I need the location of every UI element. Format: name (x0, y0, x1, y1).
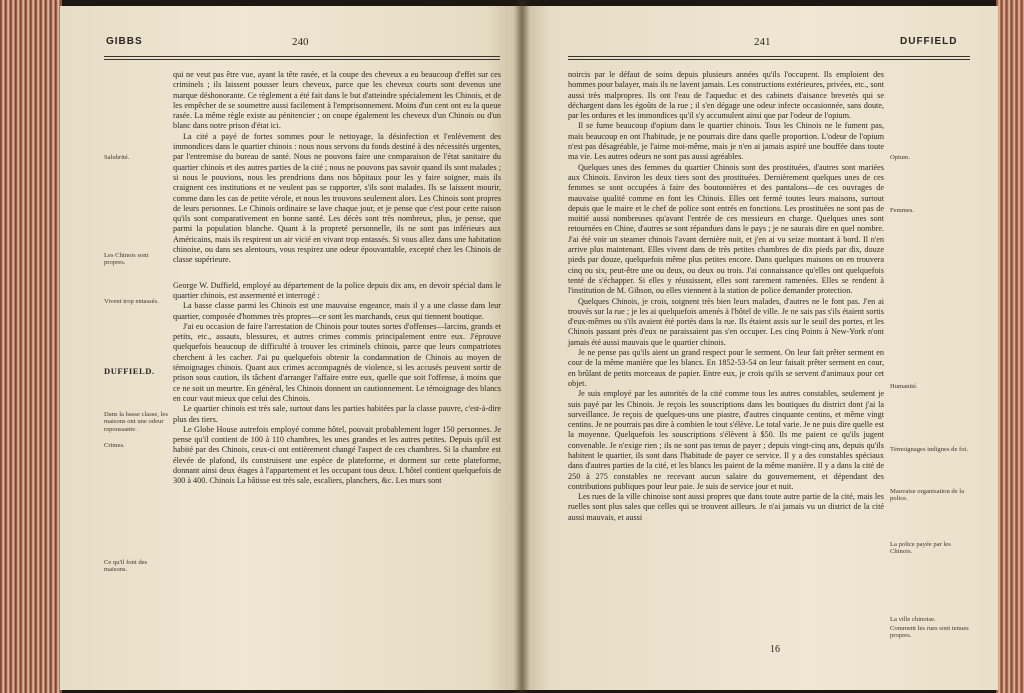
left-page-text (173, 70, 501, 487)
paragraph: Je ne pense pas qu'ils aient un grand respect pour le serment. On leur fait prêter serment en cour de la même manière que les blancs. En 1852-53-54 on leur faisait prêter serment en cour, en brûlant de petits morceaux de papier. Entre eux, je crois qu'ils se servent d'animaux pour cet objet. (568, 348, 884, 388)
paragraph: J'ai eu occasion de faire l'arrestation de Chinois pour toutes sortes d'offenses—larcins, grands et petits, etc., assauts, blessures, et autres crimes commis principalement entre eux. J'éprouve quelquefois beaucoup de difficulté à trouver les criminels chinois, parce que leurs compatriotes cherchent à les cacher. J'ai pu quelquefois obtenir la condamnation de Chinois au moyen de témoignages chinois. Quant aux crimes accompagnés de violence, si les accusés peuvent sortir de prison sous caution, ils tâchent d'arranger l'affaire entre eux, quelle que soit l'offense, à moins que ce ne soit un meurtre. En général, les Chinois donnent un cautionnement. Le témoignage des blancs en cour vaut mieux que celui des Chinois. (173, 321, 501, 403)
paragraph: qui ne veut pas être vue, ayant la tête rasée, et la coupe des cheveux a eu beaucoup d'effet sur ces criminels ; ils laissent pousser leurs cheveux, parce que les cheveux courts sont devenus une marque déshonorante. Ce règlement a été fait dans le but d'atteindre spécialement les Chinois, et de les empêcher de se soumettre aussi facilement à l'emprisonnement. Moins d'un cent ont eu la queue rasée. La même règle existe au pénitencier ; on coupe également les cheveux d'un Chinois ou d'un blanc dans notre prison d'état ici. (173, 70, 501, 131)
margin-note: Témoignages indignes de foi. (890, 446, 969, 453)
speaker-name: DUFFIELD. (104, 366, 155, 376)
paragraph: Il se fume beaucoup d'opium dans le quartier chinois. Tous les Chinois ne le fument pas, mais beaucoup en ont l'habitude, je ne pourrais dire dans quelle proportion. L'odeur de l'opium n'est pas désagréable, je l'aime moi-même, mais je n'en ai jamais aspiré une bouffée dans toute ma vie. Les autres odeurs ne sont pas aussi agréables. (568, 121, 884, 162)
margin-note: Comment les rues sont tenues propres. (890, 625, 969, 640)
left-page (60, 6, 522, 690)
right-page (522, 6, 998, 690)
margin-note: Humanité. (890, 383, 918, 390)
page-number: 240 (292, 36, 309, 48)
margin-note: Ce qu'il font des maisons. (104, 559, 148, 574)
page-edges-left (0, 0, 62, 693)
margin-note: Vivent trop entassés. (104, 298, 159, 305)
paragraph: La basse classe parmi les Chinois est une mauvaise engeance, mais il y a une classe dans leur quartier, composée d'hommes très propres—ce sont les marchands, ceux qui tiennent boutique. (173, 301, 501, 321)
book-gutter (514, 0, 530, 693)
margin-note: Salubrité. (104, 154, 130, 161)
header-rule (104, 56, 500, 60)
running-head: GIBBS (106, 36, 143, 47)
paragraph: Le quartier chinois est très sale, surtout dans les parties habitées par la classe pauvre, c'est-à-dire plus des tiers. (173, 404, 501, 424)
paragraph: noircis par le défaut de soins depuis plusieurs années qu'ils l'occupent. Ils emploient des hommes pour balayer, mais ils ne lavent jamais. Les constructions extérieures, privées, etc., sont aussi très malpropres. Ils ont l'eau de l'aqueduc et des cabinets d'aisance brevetés qui se déchargent dans les égoûts de la rue ; il s'en dégage une odeur infecte occasionnée, sans doute, par les ordures et les immondices qu'il s'y accumulent ainsi que par l'odeur de l'opium. (568, 70, 884, 121)
margin-note: Les Chinois sont propres. (104, 252, 149, 267)
margin-note: Femmes. (890, 207, 914, 214)
paragraph: George W. Duffield, employé au département de la police depuis dix ans, en devoir spécial dans le quartier chinois, est assermenté et interrogé : (173, 280, 501, 300)
paragraph: La cité a payé de fortes sommes pour le nettoyage, la désinfection et l'enlèvement des immondices dans le quartier chinois : nous nous servons du fonds destiné à des nécessités urgentes, par l'entremise du bureau de santé. Nous ne pouvons faire une comparaison de l'état sanitaire du quartier chinois et des autres parties de la cité ; nous ne pouvons pas savoir quand ils sont malades ; si nous le pouvions, nous les prendrions dans nos hôpitaux pour les y faire soigner, mais ils craignent ces institutions et ne veulent pas se rapporter, s'ils sont malades. Ils se laissent mourir, comme dans les cas de petite vérole, et nous les trouvons seulement alors. Les Chinois sont propres de leurs personnes. Le Chinois ordinaire se lave chaque jour, et je pense que c'est pour cette raison qu'ils sont comparativement en bonne santé. Les décès sont très nombreux, plus, je pense, que parmi la population blanche. Quant à la propreté personnelle, ils ne sont pas inférieurs aux Américains, mais ils respirent un air vicié en vivant trop entassés. Si vous allez dans une habitation chinoise, ou dans ses alentours, vous respirez une odeur épouvantable, excepté chez les Chinois de classe supérieure. (173, 131, 501, 265)
right-page-text (568, 70, 884, 523)
paragraph: Je suis employé par les autorités de la cité comme tous les autres constables, seulement je suis payé par les Chinois. Je reçois les souscriptions dans les boutiques du district dont j'ai la surveillance. Je reçois de quelques-uns une piastre, d'autres cinquante centins, et même vingt centins. Je ne pourrais pas dire à combien le tout s'élève. Le total varie. Je ne puis dire quelle est la moyenne. Quelquefois les souscriptions s'élèvent à $50. Ils me paient ce qu'ils jugent convenable. Je n'exige rien ; ils ne sont pas tenus de payer ; depuis vingt-cinq ans, depuis qu'ils habitent le quartier, ils sont dans l'habitude de payer ce service. Il y a des constables spéciaux dans d'autres parties de la cité, et les blancs les paient de la même manière. Il y a dans la cité de 250 à 275 constables ne recevant aucun salaire du gouvernement, et dépendant des contributions publiques pour leur paie. Je suis de service jour et nuit. (568, 389, 884, 491)
margin-note: La ville chinoise. (890, 616, 936, 623)
paragraph: Quelques unes des femmes du quartier Chinois sont des prostituées, d'autres sont mariées aux Chinois. Environ les deux tiers sont des prostituées. Dernièrement quelques unes de ces femmes se sont occupées à faire des boutonnières et des pantalons—de ces ouvrages de mauvaise qualité comme en font les Chinois. Elles ont fermé toutes leurs maisons, surtout depuis que le maire et le chef de police sont entrés en fonctions. Les prostituées ne sont pas de moitié aussi nombreuses qu'avant l'entrée de ces messieurs en charge. Quelques unes sont retournées en Chine, d'autres se sont répandues dans le pays ; je ne saurais dire en quel nombre. J'ai été voir un steamer chinois l'avant dernière nuit, et j'en ai vu seize montant à bord. Il n'en arrive plus maintenant. Elles vivent dans de très petites chambres de dix pieds par dix, douze pieds par douze, quelquefois même plus petites encore. Dans quelques maisons on en trouvera cinq ou six, peut-être une ou deux, ou deux ou trois. J'ai connaissance qu'elles ont quelquefois tenté de s'échapper. Si elles y réussissent, elles sont rarement ramenées. Elles se rendent à l'institution de M. Gibson, ou elles viennent à la station de police demander protection. (568, 162, 884, 296)
header-rule (568, 56, 970, 60)
margin-note: Opium. (890, 154, 910, 161)
paragraph: Les rues de la ville chinoise sont aussi propres que dans toute autre partie de la cité, mais les ruelles sont plus sales que celles qui se trouvent ailleurs. Je n'ai jamais vu un district de la cité aussi mauvais, et aussi (568, 492, 884, 522)
page-number: 241 (754, 36, 771, 48)
paragraph: Le Globe House autrefois employé comme hôtel, pouvait probablement loger 150 personnes. Je pense qu'il contient de 100 à 110 chambres, les unes grandes et les autres petites. Depuis qu'il est habité par des Chinois, ceux-ci ont entièrement changé l'aspect de ces chambres. Si la chambre est élevée de plafond, ils construisent une espèce de plateforme, et dorment sur cette plateforme, donnant ainsi deux étages à l'appartement et les occupant tous deux. L'hôtel contient quelquefois de 300 à 400. Chinois La bâtisse est très sale, escaliers, planchers, &c. Les murs sont (173, 424, 501, 486)
page-edges-right (996, 0, 1024, 693)
margin-note: Dans la basse classe, les maisons ont une odeur repoussante. (104, 411, 168, 433)
margin-note: La police payée par les Chinois. (890, 541, 951, 556)
folio-number: 16 (770, 644, 780, 655)
paragraph: Quelques Chinois, je crois, soignent très bien leurs malades, d'autres ne le font pas. J'en ai trouvés sur la rue ; je les ai quelquefois amenés à l'hôtel de ville. Je ne sais pas s'ils étaient sortis d'eux-mêmes ou s'ils avaient été portés dans la rue. Ils étaient assis sur le seuil des portes, et les Chinois passant près d'eux ne paraissaient pas s'en occuper. Les cinq Points à New-York n'ont jamais été aussi mauvais que le quartier chinois. (568, 296, 884, 347)
margin-note: Crimes. (104, 442, 125, 449)
margin-note: Mauvaise organisation de la police. (890, 488, 965, 503)
running-head: DUFFIELD (900, 36, 958, 47)
